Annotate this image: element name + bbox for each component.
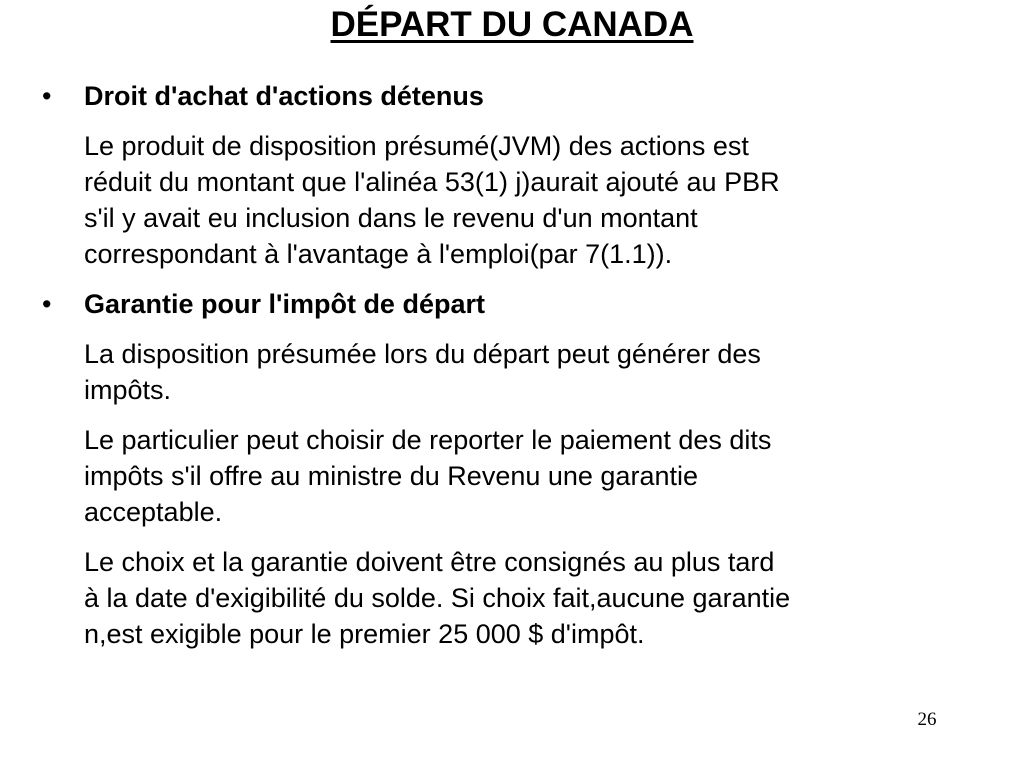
paragraph-reporter-paiement bbox=[84, 422, 984, 530]
bullet-heading: Droit d'achat d'actions détenus bbox=[84, 81, 484, 111]
paragraph-line: Le particulier peut choisir de reporter le paiement des dits bbox=[84, 425, 772, 455]
slide-title bbox=[0, 2, 1024, 48]
paragraph-line: impôts s'il offre au ministre du Revenu une garantie bbox=[84, 461, 698, 491]
paragraph-line: s'il y avait eu inclusion dans le revenu d'un montant bbox=[84, 203, 698, 233]
paragraph-line: impôts. bbox=[84, 375, 172, 405]
paragraph-line: n,est exigible pour le premier 25 000 $ d'impôt. bbox=[84, 619, 645, 649]
bullet-icon: • bbox=[42, 289, 52, 319]
paragraph-line: réduit du montant que l'alinéa 53(1) j)aurait ajouté au PBR bbox=[84, 167, 780, 197]
paragraph-line: La disposition présumée lors du départ peut générer des bbox=[84, 339, 761, 369]
bullet-icon: • bbox=[42, 81, 52, 111]
paragraph-line: correspondant à l'avantage à l'emploi(par 7(1.1)). bbox=[84, 239, 673, 269]
paragraph-line: acceptable. bbox=[84, 497, 223, 527]
bullet-item-garantie bbox=[0, 284, 1024, 324]
paragraph-disposition-presumee bbox=[84, 336, 984, 408]
slide-content bbox=[0, 76, 1024, 652]
page-number: 26 bbox=[917, 709, 937, 730]
bullet-item-droit-achat bbox=[0, 76, 1024, 116]
bullet-heading: Garantie pour l'impôt de départ bbox=[84, 289, 485, 319]
paragraph-line: Le produit de disposition présumé(JVM) des actions est bbox=[84, 131, 749, 161]
paragraph-line: à la date d'exigibilité du solde. Si choix fait,aucune garantie bbox=[84, 583, 791, 613]
paragraph-line: Le choix et la garantie doivent être consignés au plus tard bbox=[84, 547, 775, 577]
paragraph-produit-disposition bbox=[84, 128, 984, 272]
slide-title-text: DÉPART DU CANADA bbox=[330, 5, 694, 44]
paragraph-choix-garantie bbox=[84, 544, 984, 652]
